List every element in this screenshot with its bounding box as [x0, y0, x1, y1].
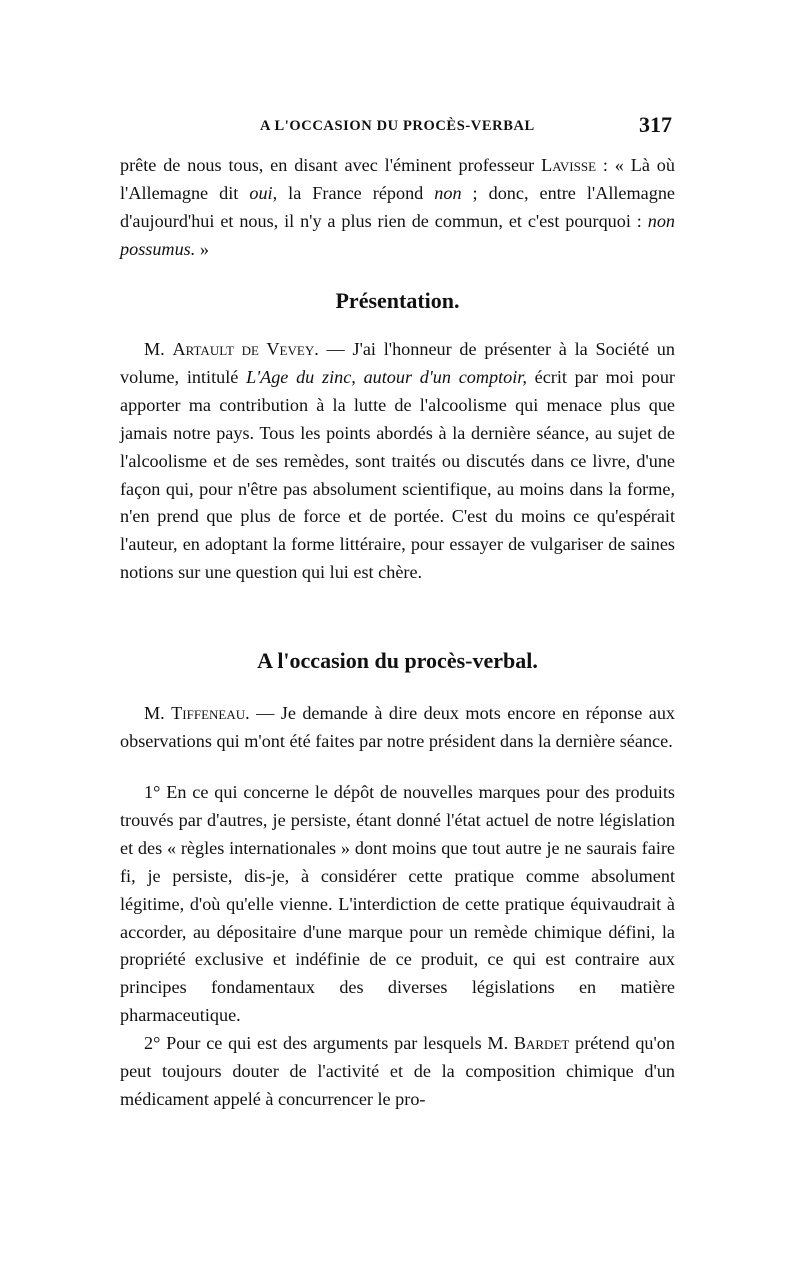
- person-name-artault: Artault de Vevey.: [172, 339, 319, 359]
- text-run: : « Là où l'Allemagne dit: [120, 155, 675, 203]
- text-run: ; donc, entre l'Allemagne d'aujourd'hui et nous, il n'y a plus rien de commun, et c'est pourquoi :: [120, 182, 675, 231]
- text-run: M.: [144, 703, 172, 723]
- italic-word: oui: [249, 182, 273, 203]
- running-head: [120, 112, 680, 142]
- section-heading-proces-verbal: A l'occasion du procès-verbal.: [257, 648, 538, 673]
- italic-word: non: [434, 182, 462, 203]
- text-run: 1° En ce qui concerne le dépôt de nouvelles marques pour des produits trouvés par d'autres, je persiste, étant donné l'état actuel de notre législation et des « règles internationales » dont moins que tout autre je ne saurais faire fi, je persiste, dis-je, à considérer cette pratique comme absolument légitime, d'où qu'elle vienne. L'interdiction de cette pratique équivaudrait à accorder, au dépositaire d'une marque pour un remède chimique défini, la propriété exclusive et indéfinie de ce produit, ce qui est contraire aux principes fondamentaux des diverses législations en matière pharmaceutique.: [120, 782, 675, 1026]
- italic-phrase: non possumus.: [120, 210, 675, 259]
- text-run: — Je demande à dire deux mots encore en réponse aux observations qui m'ont été faites par notre président dans la dernière séance.: [120, 703, 676, 751]
- person-name-tiffeneau: Tiffeneau.: [171, 703, 250, 723]
- text-run: prétend qu'on peut toujours douter de l'activité et de la composition chimique d'un médicament appelé à concurrencer le pro-: [120, 1033, 675, 1109]
- running-head-title: A L'OCCASION DU PROCÈS-VERBAL: [260, 118, 535, 134]
- text-run: M.: [144, 339, 173, 359]
- section-heading-presentation: Présentation.: [335, 288, 460, 313]
- page-number: 317: [639, 112, 672, 137]
- text-run: prête de nous tous, en disant avec l'éminent professeur: [120, 155, 542, 175]
- text-run: , la France répond: [272, 182, 435, 203]
- text-run: — J'ai l'honneur de présenter à la Société un volume, intitulé: [120, 339, 675, 387]
- paragraph-point-one: [120, 779, 675, 1030]
- person-name-lavisse: Lavisse: [541, 155, 597, 175]
- person-name-bardet: Bardet: [513, 1033, 570, 1053]
- paragraph-artault-de-vevey: [120, 336, 675, 587]
- book-title: L'Age du zinc, autour d'un comptoir,: [246, 366, 527, 387]
- paragraph-point-two: [120, 1030, 675, 1114]
- text-run: 2° Pour ce qui est des arguments par lesquels M.: [144, 1033, 514, 1053]
- text-run: écrit par moi pour apporter ma contribution à la lutte de l'alcoolisme qui menace plus que jamais notre pays. Tous les points abordés à la dernière séance, au sujet de l'alcoolisme et de ses remèdes, sont traités ou discutés dans ce livre, d'une façon qui, pour n'être pas absolument scientifique, au moins dans la forme, n'en prend que plus de force et de portée. C'est du moins ce qu'espérait l'auteur, en adoptant la forme littéraire, pour essayer de vulgariser de saines notions sur une question qui lui est chère.: [120, 366, 675, 583]
- paragraph-lavisse-quote: [120, 152, 675, 264]
- paragraph-tiffeneau: [120, 700, 675, 756]
- text-run: »: [195, 238, 209, 259]
